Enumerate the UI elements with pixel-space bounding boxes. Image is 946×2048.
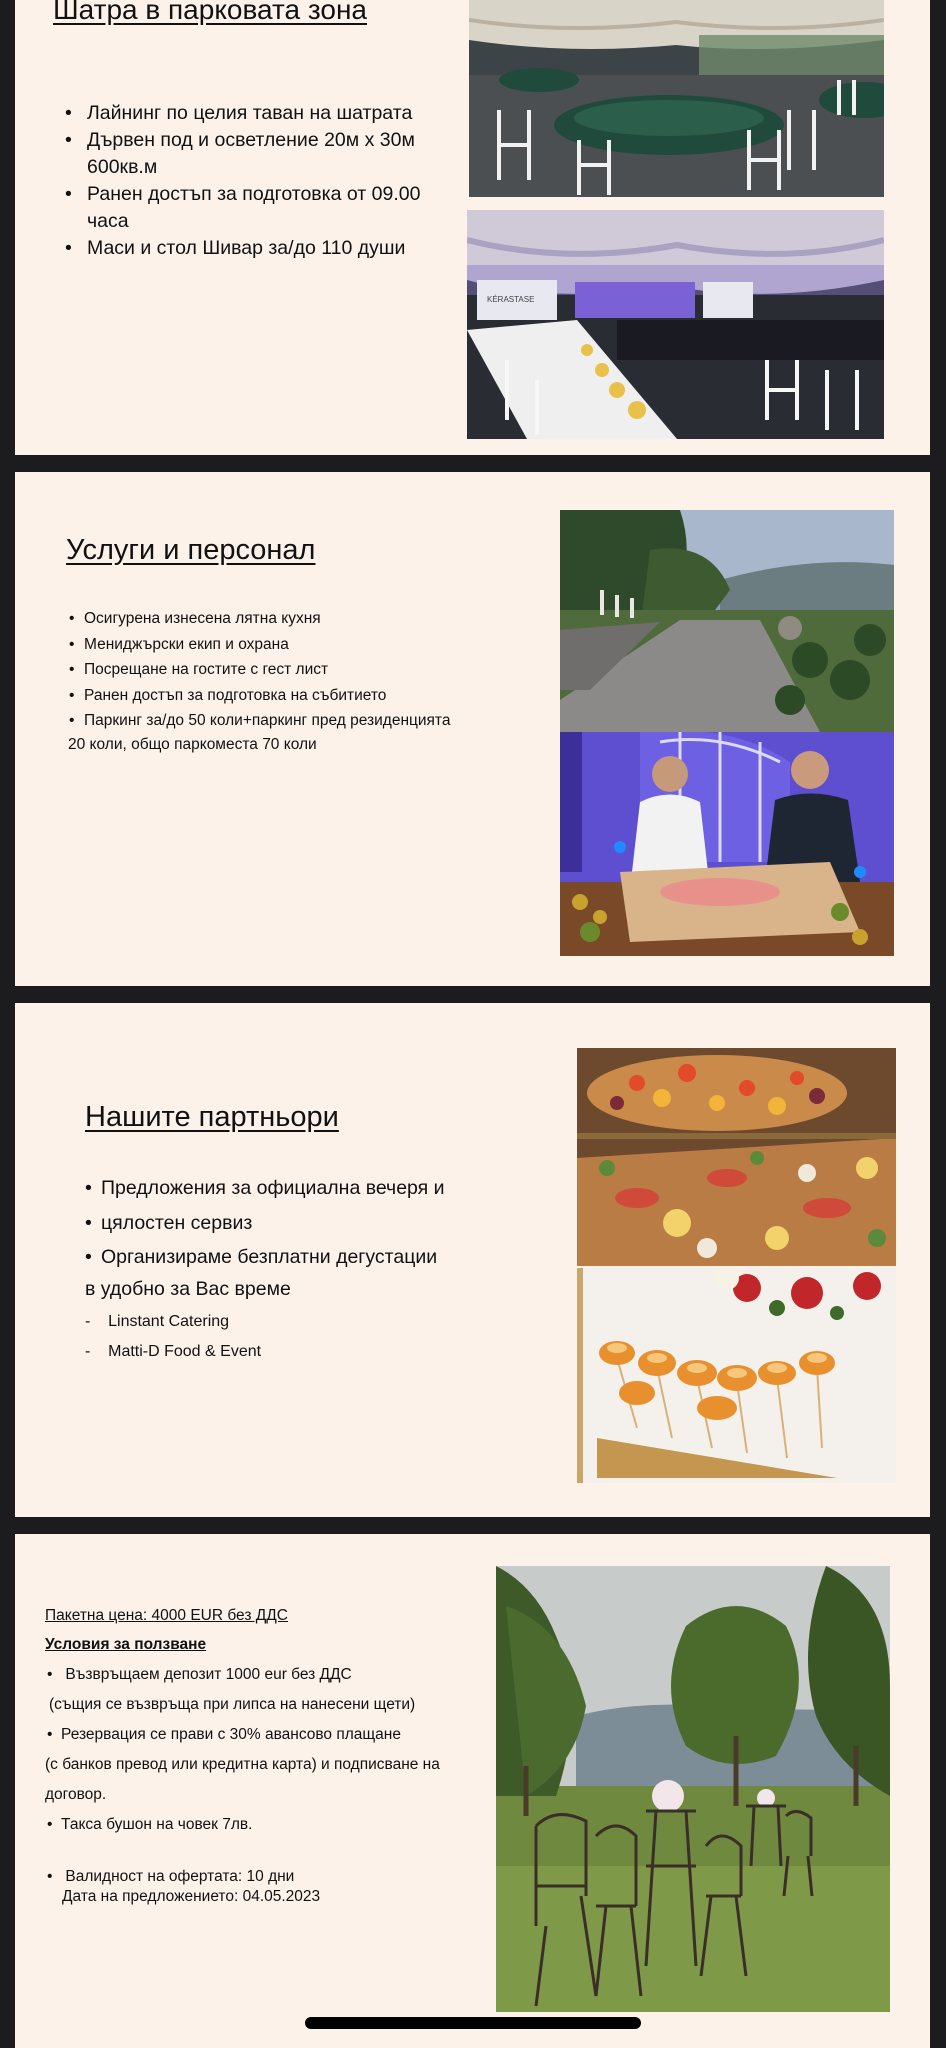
bullet-list bbox=[63, 100, 458, 262]
bullet-item: • Дървен под и осветление 20м х 30м 600кв.м bbox=[63, 127, 458, 181]
reservation-item: • Резервация се прави с 30% авансово плащане bbox=[47, 1726, 401, 1743]
slide-pricing bbox=[15, 1534, 930, 2048]
corkage-item: • Такса бушон на човек 7лв. bbox=[47, 1816, 253, 1833]
partner-item: - Linstant Catering bbox=[85, 1313, 230, 1330]
slide-title: Нашите партньори bbox=[85, 1101, 339, 1133]
bullet-item: • Маси и стол Шивар за/до 110 души bbox=[63, 235, 458, 262]
package-price: Пакетна цена: 4000 EUR без ДДС bbox=[45, 1607, 288, 1624]
canapes-photo bbox=[577, 1268, 896, 1483]
catering-platter-photo bbox=[577, 1048, 896, 1266]
bullet-item: • Лайнинг по целия таван на шатрата bbox=[63, 100, 458, 127]
bullet-item: • Предложения за официална вечеря и bbox=[83, 1171, 503, 1206]
bullet-item: • Посрещане на гостите с гест лист bbox=[67, 657, 537, 683]
bullet-item: • Ранен достъп за подготовка от 09.00 часа bbox=[63, 181, 458, 235]
terms-heading: Условия за ползване bbox=[45, 1636, 207, 1653]
slide-title: Шатра в парковата зона bbox=[53, 0, 367, 25]
bullet-list bbox=[67, 606, 537, 734]
tent-banquet-photo bbox=[469, 0, 884, 197]
bullet-continuation: 20 коли, общо паркоместа 70 коли bbox=[68, 736, 317, 753]
offer-date: Дата на предложението: 04.05.2023 bbox=[62, 1888, 321, 1905]
park-path-photo bbox=[560, 510, 894, 732]
partner-item: - Matti-D Food & Event bbox=[85, 1343, 262, 1360]
bullet-item: • цялостен сервиз bbox=[83, 1206, 503, 1241]
slide-partners bbox=[15, 1003, 930, 1517]
bullet-item: • Мениджърски екип и охрана bbox=[67, 632, 537, 658]
reservation-line3: договор. bbox=[45, 1786, 107, 1803]
validity-item: • Валидност на офертата: 10 дни bbox=[47, 1868, 295, 1885]
bullet-item: • Осигурена изнесена лятна кухня bbox=[67, 606, 537, 632]
deposit-note: (същия се възвръща при липса на нанесени щети) bbox=[49, 1696, 416, 1713]
reservation-line2: (с банков превод или кредитна карта) и подписване на bbox=[45, 1756, 440, 1773]
screen-text: KÉRASTASE bbox=[487, 295, 535, 304]
deposit-item: • Възвръщаем депозит 1000 eur без ДДС bbox=[47, 1666, 352, 1683]
garden-furniture-photo bbox=[496, 1566, 890, 2012]
slide-title: Услуги и персонал bbox=[66, 534, 316, 566]
bullet-list bbox=[83, 1171, 503, 1275]
bullet-continuation: в удобно за Вас време bbox=[85, 1278, 291, 1300]
bullet-item: • Паркинг за/до 50 коли+паркинг пред резиденцията bbox=[67, 708, 537, 734]
slide-services bbox=[15, 472, 930, 986]
tent-event-photo bbox=[467, 210, 884, 439]
home-indicator[interactable] bbox=[305, 2017, 641, 2029]
chefs-photo bbox=[560, 732, 894, 956]
bullet-item: • Ранен достъп за подготовка на събитието bbox=[67, 683, 537, 709]
bullet-item: • Организираме безплатни дегустации bbox=[83, 1240, 503, 1275]
slide-tent bbox=[15, 0, 930, 455]
